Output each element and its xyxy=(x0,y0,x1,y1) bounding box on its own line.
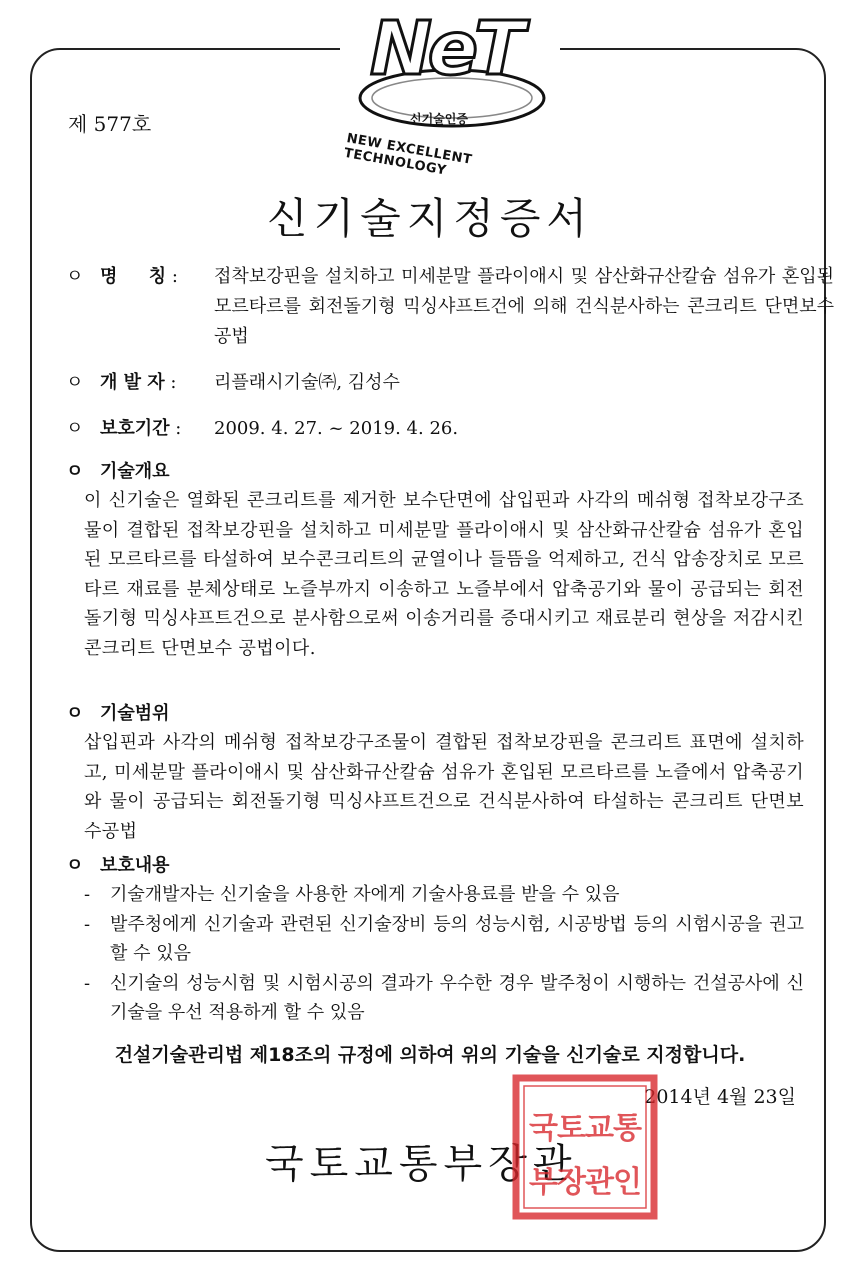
field-protection-period: ㅇ 보호기간 : 2009. 4. 27. ~ 2019. 4. 26. xyxy=(66,414,826,444)
list-item xyxy=(84,969,804,1028)
dash-marker: - xyxy=(84,913,91,935)
section-overview-body: 이 신기술은 열화된 콘크리트를 제거한 보수단면에 삽입핀과 사각의 메쉬형 접착보강구조물이 결합된 접착보강핀을 설치하고 미세분말 플라이애시 및 삼산화규산칼슘 섬유가 혼입된 모르타르를 타설하여 보수콘크리트의 균열이나 들뜸을 억제하고, 건식 압송장치로 모르타르 재료를 분체상태로 노즐부까지 이송하고 노즐부에서 압축공기와 물이 공급되는 회전돌기형 믹싱샤프트건으로 분사함으로써 이송거리를 증대시키고 재료분리 현상을 저감시킨 콘크리트 단면보수 공법이다. xyxy=(84,490,804,659)
field-developer: ㅇ 개 발 자 : 리플래시기술㈜, 김성수 xyxy=(66,368,826,398)
field-period-value: 2009. 4. 27. ~ 2019. 4. 26. xyxy=(214,418,459,439)
bullet-icon: ㅇ xyxy=(66,266,84,287)
logo-mark: NeT xyxy=(370,6,521,92)
field-name: ㅇ 명 칭 : 접착보강핀을 설치하고 미세분말 플라이애시 및 삼산화규산칼슘 섬유가 혼입된 모르타르를 회전돌기형 믹싱샤프트건에 의해 건식분사하는 콘크리트 단면보수공법 xyxy=(66,262,826,292)
protection-list xyxy=(84,880,804,1028)
issuer-name: 국토교통부장관 xyxy=(265,1141,578,1187)
field-period-label: 보호기간 xyxy=(100,418,170,439)
dash-marker: - xyxy=(84,972,91,994)
net-logo xyxy=(340,6,560,179)
field-developer-label: 개 발 자 xyxy=(100,372,165,393)
section-protection-heading xyxy=(66,852,170,880)
svg-text:국토교통: 국토교통 xyxy=(529,1111,641,1146)
bullet-icon: ㅇ xyxy=(66,461,84,482)
field-name-label: 명 칭 xyxy=(100,266,167,287)
overview-heading-text: 기술개요 xyxy=(100,461,170,482)
section-scope-heading xyxy=(66,700,170,728)
logo-english: NEW EXCELLENT TECHNOLOGY xyxy=(342,131,474,179)
bullet-icon: ㅇ xyxy=(66,418,84,439)
list-item-text: 신기술의 성능시험 및 시험시공의 결과가 우수한 경우 발주청이 시행하는 건설공사에 신기술을 우선 적용하게 할 수 있음 xyxy=(110,972,804,1023)
bullet-icon: ㅇ xyxy=(66,372,84,393)
field-developer-value: 리플래시기술㈜, 김성수 xyxy=(214,372,400,393)
protection-heading-text: 보호내용 xyxy=(100,855,170,876)
list-item xyxy=(84,880,804,910)
svg-text:부장관인: 부장관인 xyxy=(529,1165,641,1200)
scope-heading-text: 기술범위 xyxy=(100,703,170,724)
section-overview-heading xyxy=(66,458,170,486)
certificate-number: 제 577호 xyxy=(68,112,152,136)
dash-marker: - xyxy=(84,884,91,905)
issue-date: 2014년 4월 23일 xyxy=(644,1086,796,1108)
closing-statement: 건설기술관리법 제18조의 규정에 의하여 위의 기술을 신기술로 지정합니다. xyxy=(114,1044,746,1066)
bullet-icon: ㅇ xyxy=(66,703,84,724)
list-item-text: 기술개발자는 신기술을 사용한 자에게 기술사용료를 받을 수 있음 xyxy=(110,884,620,905)
list-item-text: 발주청에게 신기술과 관련된 신기술장비 등의 성능시험, 시공방법 등의 시험시공을 권고할 수 있음 xyxy=(110,913,804,964)
logo-subtitle: 신기술인증 xyxy=(410,112,468,126)
official-seal-icon xyxy=(510,1072,660,1222)
page-title: 신기술지정증서 xyxy=(266,194,593,243)
bullet-icon: ㅇ xyxy=(66,855,84,876)
section-scope-body: 삽입핀과 사각의 메쉬형 접착보강구조물이 결합된 접착보강핀을 콘크리트 표면에 설치하고, 미세분말 플라이애시 및 삼산화규산칼슘 섬유가 혼입된 모르타르를 노즐에서 압축공기와 물이 공급되는 회전돌기형 믹싱샤프트건으로 건식분사하여 타설하는 콘크리트 단면보수공법 xyxy=(84,732,804,842)
field-name-value: 접착보강핀을 설치하고 미세분말 플라이애시 및 삼산화규산칼슘 섬유가 혼입된 모르타르를 회전돌기형 믹싱샤프트건에 의해 건식분사하는 콘크리트 단면보수공법 xyxy=(214,266,834,347)
list-item xyxy=(84,910,804,969)
